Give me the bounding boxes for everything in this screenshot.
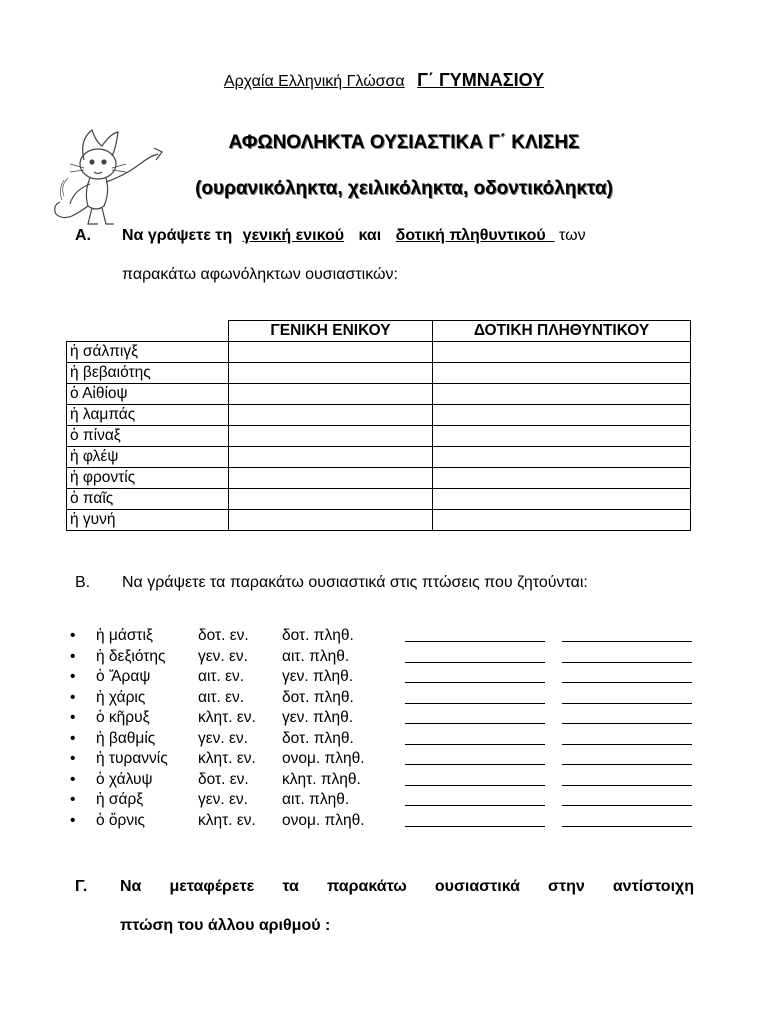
noun-label: ὁ Ἄραψ xyxy=(96,668,151,685)
case2-label: δοτ. πληθ. xyxy=(282,688,354,706)
case1-label: κλητ. εν. xyxy=(198,709,256,726)
answer-cell-genitive[interactable] xyxy=(229,426,433,447)
noun-label: ἡ μάστιξ xyxy=(96,627,153,644)
table-header-blank xyxy=(67,321,229,342)
case2-label: ονομ. πληθ. xyxy=(282,811,365,829)
answer-line-1[interactable] xyxy=(405,805,545,806)
task-a-table xyxy=(66,320,691,531)
noun-label: ἡ δεξιότης xyxy=(96,647,166,665)
table-row-noun: ὁ Αἰθίοψ xyxy=(67,384,229,405)
list-item xyxy=(70,771,710,792)
task-a-text1: Να γράψετε τη xyxy=(122,227,233,244)
table-header-dative: ΔΟΤΙΚΗ ΠΛΗΘΥΝΤΙΚΟΥ xyxy=(433,321,691,342)
case1-label: κλητ. εν. xyxy=(198,750,256,767)
task-a-text2: των xyxy=(559,227,586,244)
table-header-row xyxy=(67,321,691,342)
answer-line-1[interactable] xyxy=(405,764,545,765)
task-b-list xyxy=(70,627,710,832)
answer-cell-genitive[interactable] xyxy=(229,447,433,468)
answer-line-1[interactable] xyxy=(405,785,545,786)
table-row xyxy=(67,342,691,363)
list-item xyxy=(70,730,710,751)
task-a-dative-plural: δοτική πληθυντικού xyxy=(395,227,546,244)
list-item xyxy=(70,750,710,771)
bullet-icon: • xyxy=(70,647,76,665)
bullet-icon: • xyxy=(70,750,76,767)
answer-line-1[interactable] xyxy=(405,744,545,745)
answer-cell-dative[interactable] xyxy=(433,342,691,363)
task-a-and: και xyxy=(358,227,382,244)
answer-cell-genitive[interactable] xyxy=(229,468,433,489)
case2-label: γεν. πληθ. xyxy=(282,709,354,726)
list-item xyxy=(70,689,710,710)
answer-cell-genitive[interactable] xyxy=(229,342,433,363)
case2-label: αιτ. πληθ. xyxy=(282,647,350,665)
table-row-noun: ὁ πίναξ xyxy=(67,426,229,447)
task-a-letter: Α. xyxy=(75,227,91,244)
table-row-noun: ἡ φροντίς xyxy=(67,468,229,489)
case1-label: δοτ. εν. xyxy=(198,770,249,788)
task-c-letter: Γ. xyxy=(75,878,88,895)
table-header-genitive: ΓΕΝΙΚΗ ΕΝΙΚΟΥ xyxy=(229,321,433,342)
table-row xyxy=(67,489,691,510)
answer-cell-dative[interactable] xyxy=(433,489,691,510)
bullet-icon: • xyxy=(70,709,76,726)
table-row-noun: ἡ βεβαιότης xyxy=(67,363,229,384)
task-c-instruction-line2: πτώση του άλλου αριθμού : xyxy=(120,917,331,934)
answer-cell-dative[interactable] xyxy=(433,405,691,426)
bullet-icon: • xyxy=(70,688,76,706)
worksheet-subtitle: (ουρανικόληκτα, χειλικόληκτα, οδοντικόληκτα) xyxy=(195,178,613,199)
case1-label: δοτ. εν. xyxy=(198,627,249,644)
list-item xyxy=(70,627,710,648)
bullet-icon: • xyxy=(70,791,76,808)
noun-label: ἡ τυραννίς xyxy=(96,750,168,767)
list-item xyxy=(70,648,710,669)
noun-label: ἡ σάρξ xyxy=(96,791,144,808)
worksheet-title: ΑΦΩΝΟΛΗΚΤΑ ΟΥΣΙΑΣΤΙΚΑ Γ΄ ΚΛΙΣΗΣ xyxy=(228,132,580,153)
answer-line-1[interactable] xyxy=(405,723,545,724)
case1-label: κλητ. εν. xyxy=(198,811,256,829)
answer-line-1[interactable] xyxy=(405,662,545,663)
bullet-icon: • xyxy=(70,811,76,829)
answer-cell-dative[interactable] xyxy=(433,510,691,531)
answer-cell-dative[interactable] xyxy=(433,384,691,405)
answer-cell-genitive[interactable] xyxy=(229,405,433,426)
answer-line-2[interactable] xyxy=(562,723,692,724)
answer-line-2[interactable] xyxy=(562,785,692,786)
case1-label: αιτ. εν. xyxy=(198,688,245,706)
answer-cell-dative[interactable] xyxy=(433,426,691,447)
noun-label: ἡ χάρις xyxy=(96,688,146,706)
task-a-instruction-line2: παρακάτω αφωνόληκτων ουσιαστικών: xyxy=(122,266,398,283)
table-row xyxy=(67,363,691,384)
answer-line-2[interactable] xyxy=(562,682,692,683)
answer-line-2[interactable] xyxy=(562,703,692,704)
case2-label: κλητ. πληθ. xyxy=(282,770,361,788)
table-row-noun: ἡ λαμπάς xyxy=(67,405,229,426)
answer-line-2[interactable] xyxy=(562,662,692,663)
list-item xyxy=(70,668,710,689)
list-item xyxy=(70,791,710,812)
answer-line-1[interactable] xyxy=(405,826,545,827)
task-c-instruction: Να μεταφέρετε τα παρακάτω ουσιαστικά στην αντίστοιχη xyxy=(120,878,694,895)
case2-label: αιτ. πληθ. xyxy=(282,791,350,808)
case2-label: ονομ. πληθ. xyxy=(282,750,365,767)
answer-cell-dative[interactable] xyxy=(433,447,691,468)
bullet-icon: • xyxy=(70,627,76,644)
case1-label: αιτ. εν. xyxy=(198,668,245,685)
list-item xyxy=(70,812,710,833)
answer-cell-dative[interactable] xyxy=(433,363,691,384)
bullet-icon: • xyxy=(70,729,76,747)
table-row-noun: ὁ παῖς xyxy=(67,489,229,510)
answer-line-1[interactable] xyxy=(405,682,545,683)
case2-label: γεν. πληθ. xyxy=(282,668,354,685)
answer-line-2[interactable] xyxy=(562,641,692,642)
noun-label: ὁ χάλυψ xyxy=(96,770,153,788)
answer-line-2[interactable] xyxy=(562,744,692,745)
table-row xyxy=(67,447,691,468)
answer-cell-genitive[interactable] xyxy=(229,384,433,405)
answer-line-2[interactable] xyxy=(562,764,692,765)
table-row xyxy=(67,468,691,489)
grade-label: Γ΄ ΓΥΜΝΑΣΙΟΥ xyxy=(417,70,545,90)
bullet-icon: • xyxy=(70,668,76,685)
document-header xyxy=(0,70,768,91)
case1-label: γεν. εν. xyxy=(198,791,248,808)
table-row xyxy=(67,426,691,447)
answer-cell-dative[interactable] xyxy=(433,468,691,489)
task-b-letter: Β. xyxy=(75,574,91,591)
case1-label: γεν. εν. xyxy=(198,647,248,665)
table-row xyxy=(67,405,691,426)
bullet-icon: • xyxy=(70,770,76,788)
task-a-genitive-singular: γενική ενικού xyxy=(242,227,345,244)
noun-label: ἡ βαθμίς xyxy=(96,729,156,747)
case2-label: δοτ. πληθ. xyxy=(282,627,354,644)
noun-label: ὁ κῆρυξ xyxy=(96,709,150,726)
answer-cell-genitive[interactable] xyxy=(229,489,433,510)
table-row xyxy=(67,510,691,531)
answer-cell-genitive[interactable] xyxy=(229,363,433,384)
table-row-noun: ἡ γυνή xyxy=(67,510,229,531)
answer-line-1[interactable] xyxy=(405,703,545,704)
answer-line-2[interactable] xyxy=(562,805,692,806)
answer-cell-genitive[interactable] xyxy=(229,510,433,531)
table-row-noun: ἡ σάλπιγξ xyxy=(67,342,229,363)
case1-label: γεν. εν. xyxy=(198,729,248,747)
task-b-instruction: Να γράψετε τα παρακάτω ουσιαστικά στις πτώσεις που ζητούνται: xyxy=(122,574,588,591)
table-row xyxy=(67,384,691,405)
noun-label: ὁ ὄρνις xyxy=(96,811,146,829)
answer-line-2[interactable] xyxy=(562,826,692,827)
subject-label: Αρχαία Ελληνική Γλώσσα xyxy=(223,73,405,90)
list-item xyxy=(70,709,710,730)
task-a-instruction xyxy=(122,227,586,245)
table-row-noun: ἡ φλέψ xyxy=(67,447,229,468)
case2-label: δοτ. πληθ. xyxy=(282,729,354,747)
answer-line-1[interactable] xyxy=(405,641,545,642)
